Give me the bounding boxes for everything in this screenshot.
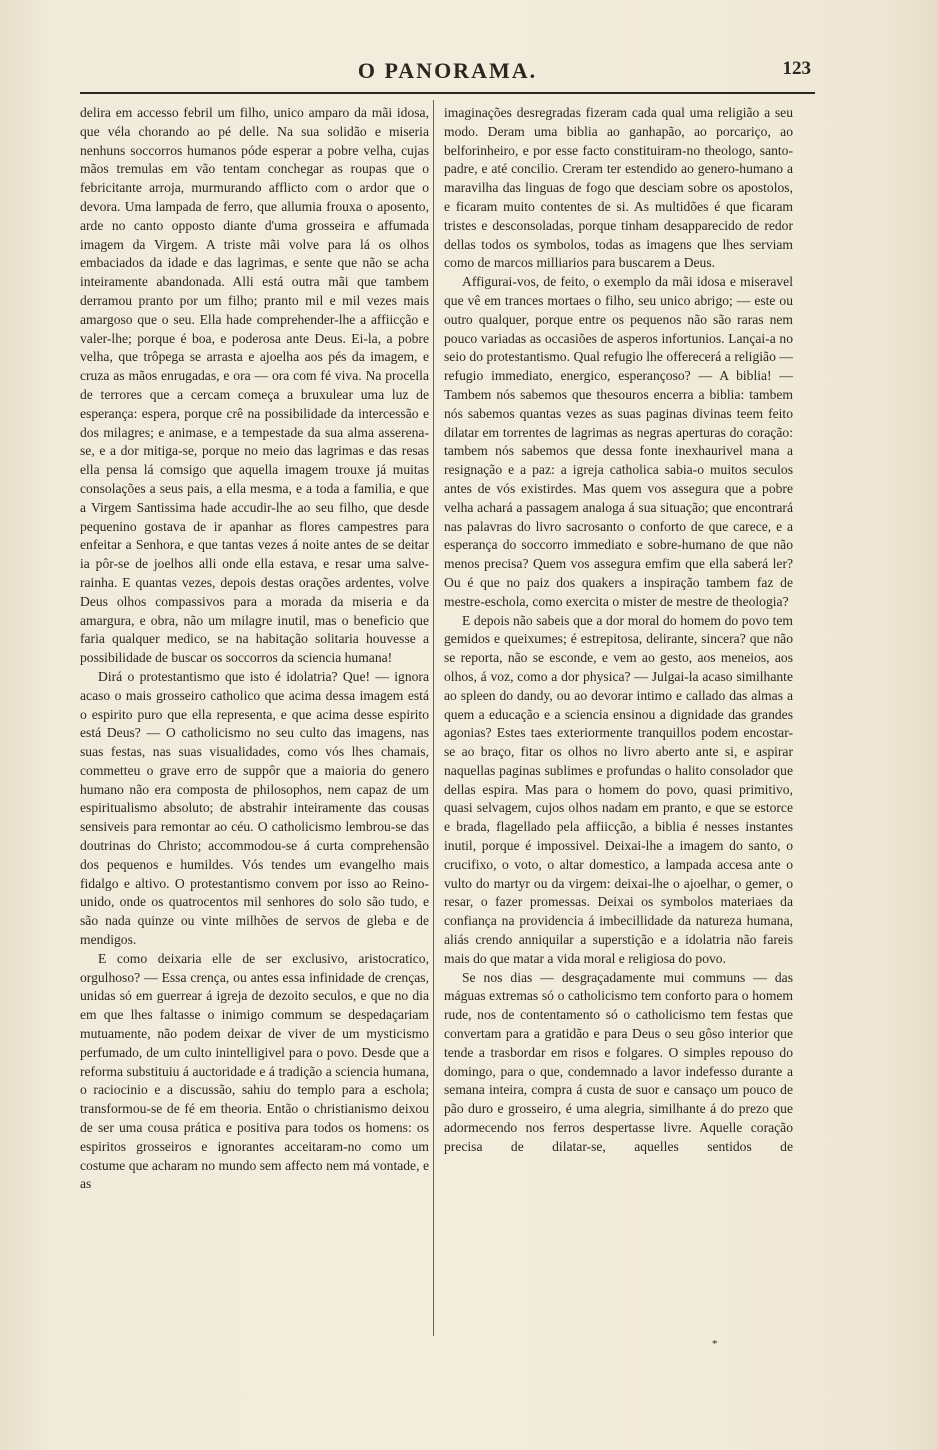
paragraph: E depois não sabeis que a dor moral do homem do povo tem gemidos e queixumes; é estrepitosa, delirante, sincera? que não se reporta, não se esconde, e vem ao gesto, aos meneios, aos olhos, á voz, como a dor physica? — Julgai-la acaso similhante ao spleen do dandy, ou ao devorar intimo e callado das almas a quem a educação e a sciencia ensinou a dignidade das grandes agonias? Estes taes exteriormente tranquillos podem encostar-se ao braço, fitar os olhos no livro aberto ante si, e aspirar naquellas paginas sublimes e profundas o halito consolador que dellas espira. Mas para o homem do povo, quasi primitivo, quasi selvagem, cujos olhos nadam em pranto, e que se estorce e brada, flagellado pela affiicção, a biblia é nesses instantes inutil, porque é impossivel. Deixai-lhe a imagem do santo, o crucifixo, o voto, o altar domestico, a lampada accesa ante o vulto do martyr ou da virgem: deixai-lhe o ajoelhar, o gemer, o resar, o fazer promessas. Deixai os symbolos materiaes da confiança na providencia á imbecillidade da natureza humana, aliás crendo anniquilar a superstição e a idolatria não fareis mais do que matar a vida moral e religiosa do povo. xyxy=(444,612,793,966)
paragraph: imaginações desregradas fizeram cada qual uma religião a seu modo. Deram uma biblia ao ganhapão, ao porcariço, ao belforinheiro, e por esse facto constituiram-no theologo, santo-padre, e até concilio. Creram ter estendido ao genero-humano a maravilha das linguas de fogo que desciam sobre os apostolos, e ficaram muito contentes de si. As multidões é que ficaram tristes e desconsoladas, porque tinham desapparecido de redor dellas todos os symbolos, todas as imagens que lhes serviam como de marcos milliarios para buscarem a Deus. xyxy=(444,105,793,271)
paragraph: E como deixaria elle de ser exclusivo, aristocratico, orgulhoso? — Essa crença, ou antes essa infinidade de crenças, unidas só em guerrear á igreja de dezoito seculos, e que no dia em que lhes faltasse o inimigo commum se despedaçariam mutuamente, não podem deixar de viver de um mysticismo perfumado, de um culto inintelligivel para o povo. Desde que a reforma substituiu á auctoridade e á tradição a sciencia humana, o raciocinio e a discussão, sahiu do templo para a eschola; transformou-se de fé em theoria. Então o christianismo deixou de ser uma cousa prática e positiva para todos os homens: os espiritos grosseiros e ignorantes acceitaram-no como um costume que acharam no mundo sem affecto nem má vontade, e as xyxy=(80,950,429,1192)
page-number: 123 xyxy=(782,58,811,79)
running-title: O PANORAMA. xyxy=(357,58,538,83)
left-column xyxy=(80,104,429,1194)
page-header xyxy=(80,58,815,88)
paragraph: Dirá o protestantismo que isto é idolatria? Que! — ignora acaso o mais grosseiro catholico que acima dessa imagem está o espirito puro que ella representa, e que acima desse espirito está Deus? — O catholicismo no seu culto das imagens, nas suas festas, nas suas visualidades, como vós lhes chamais, commetteu o grave erro de suppôr que a maioria do genero humano não era composta de philosophos, nem capaz de um espiritualismo absoluto; de abstrahir inteiramente das cousas sensiveis para remontar ao céu. O catholicismo lembrou-se das doutrinas do Christo; accommodou-se á curta comprehensão dos pequenos e humildes. Vós tendes um evangelho mais fidalgo e altivo. O protestantismo convem por isso ao Reino-unido, onde os quatrocentos mil senhores do solo são tudo, e são nada quinze ou vinte milhões de servos de gleba e de mendigos. xyxy=(80,668,429,948)
paragraph: delira em accesso febril um filho, unico amparo da mãi idosa, que véla chorando ao pé delle. Na sua solidão e miseria nenhuns soccorros humanos póde esperar a pobre velha, cujas mãos tremulas em vão tentam conchegar as roupas que o febricitante arroja, murmurando afflicto com o ardor que o devora. Uma lampada de ferro, que allumia frouxa o aposento, arde no canto opposto diante d'uma grosseira e affumada imagem da Virgem. A triste mãi volve para lá os olhos embaciados da idade e das lagrimas, e sente que não se acha inteiramente abandonada. Alli está outra mãi que tambem derramou pranto por um filho; pranto mil e mil vezes mais amargoso que o seu. Ella hade comprehender-lhe a affiicção e valer-lhe; porque é boa, e poderosa ante Deus. Ei-la, a pobre velha, que trôpega se arrasta e ajoelha aos pés da imagem, e cruza as mãos enrugadas, e ora — ora com fé viva. Na procella de terrores que a cercam começa a bruxulear uma luz de esperança: espera, porque crê na possibilidade da intercessão e dos milagres; e animase, e a tempestade da sua alma asserena-se, e a dor mitiga-se, porque no meio das lagrimas e das resas ella pensa lá comsigo que aquella imagem trouxe já muitas consolações a seus pais, a ella mesma, e a toda a familia, e que a Virgem Santissima hade accudir-lhe ao seu filho, que desde pequenino gostava de ir apanhar as flores campestres para enfeitar a Senhora, e que tantas vezes á noite antes de se deitar ia pôr-se de joelhos alli onde ella estava, e resar uma salve-rainha. E quantas vezes, depois destas orações ardentes, volve Deus olhos compassivos para a morada da miseria e da amargura, e obra, não um milagre inutil, mas o beneficio que faria qualquer medico, se na habitação solitaria houvesse a possibilidade de buscar os soccorros da sciencia humana! xyxy=(80,105,429,666)
header-rule xyxy=(80,92,815,94)
paragraph: Affigurai-vos, de feito, o exemplo da mãi idosa e miseravel que vê em trances mortaes o filho, seu unico abrigo; — este ou outro qualquer, porque entre os pequenos não são raras nem pouco variadas as occasiões de asperos infortunios. Lançai-a no seio do protestantismo. Qual refugio lhe offerecerá a religião — refugio immediato, energico, esperançoso? — A biblia! — Tambem nós sabemos que thesouros encerra a biblia: tambem nós sabemos quantas vezes as suas paginas divinas teem feito dilatar em torrentes de lagrimas as negras aperturas do coração: tambem nós sabemos que dessa fonte inexhaurivel mana a resignação e a paz: a igreja catholica sabia-o muitos seculos antes de vós existirdes. Mas quem vos assegura que a pobre velha achará a passagem analoga á sua situação; que encontrará nas palavras do livro sacrosanto o conforto de que carece, e a esperança do soccorro immediato e sobre-humano de que não menos precisa? Quem vos assegura emfim que ella saberá ler? Ou é que no paiz dos quakers a inspiração tambem faz de mestre-eschola, como exercita o mister de mestre de theologia? xyxy=(444,274,793,609)
column-divider xyxy=(433,100,434,1336)
footer-mark: * xyxy=(712,1338,718,1350)
paragraph: Se nos dias — desgraçadamente mui communs — das máguas extremas só o catholicismo tem conforto para o homem rude, nos de contentamento só o catholicismo tem festas que convertam para a gratidão e para Deus o seu gôso interior que tende a trasbordar em risos e folgares. O simples repouso do domingo, para o que, condemnado a lavor indefesso durante a semana inteira, compra á custa de suor e cansaço um pouco de pão duro e grosseiro, é uma alegria, similhante á do prezo que adormecendo nos ferros despertasse livre. Aquelle coração precisa de dilatar-se, aquelles sentidos de xyxy=(444,969,793,1154)
right-column xyxy=(444,104,793,1157)
